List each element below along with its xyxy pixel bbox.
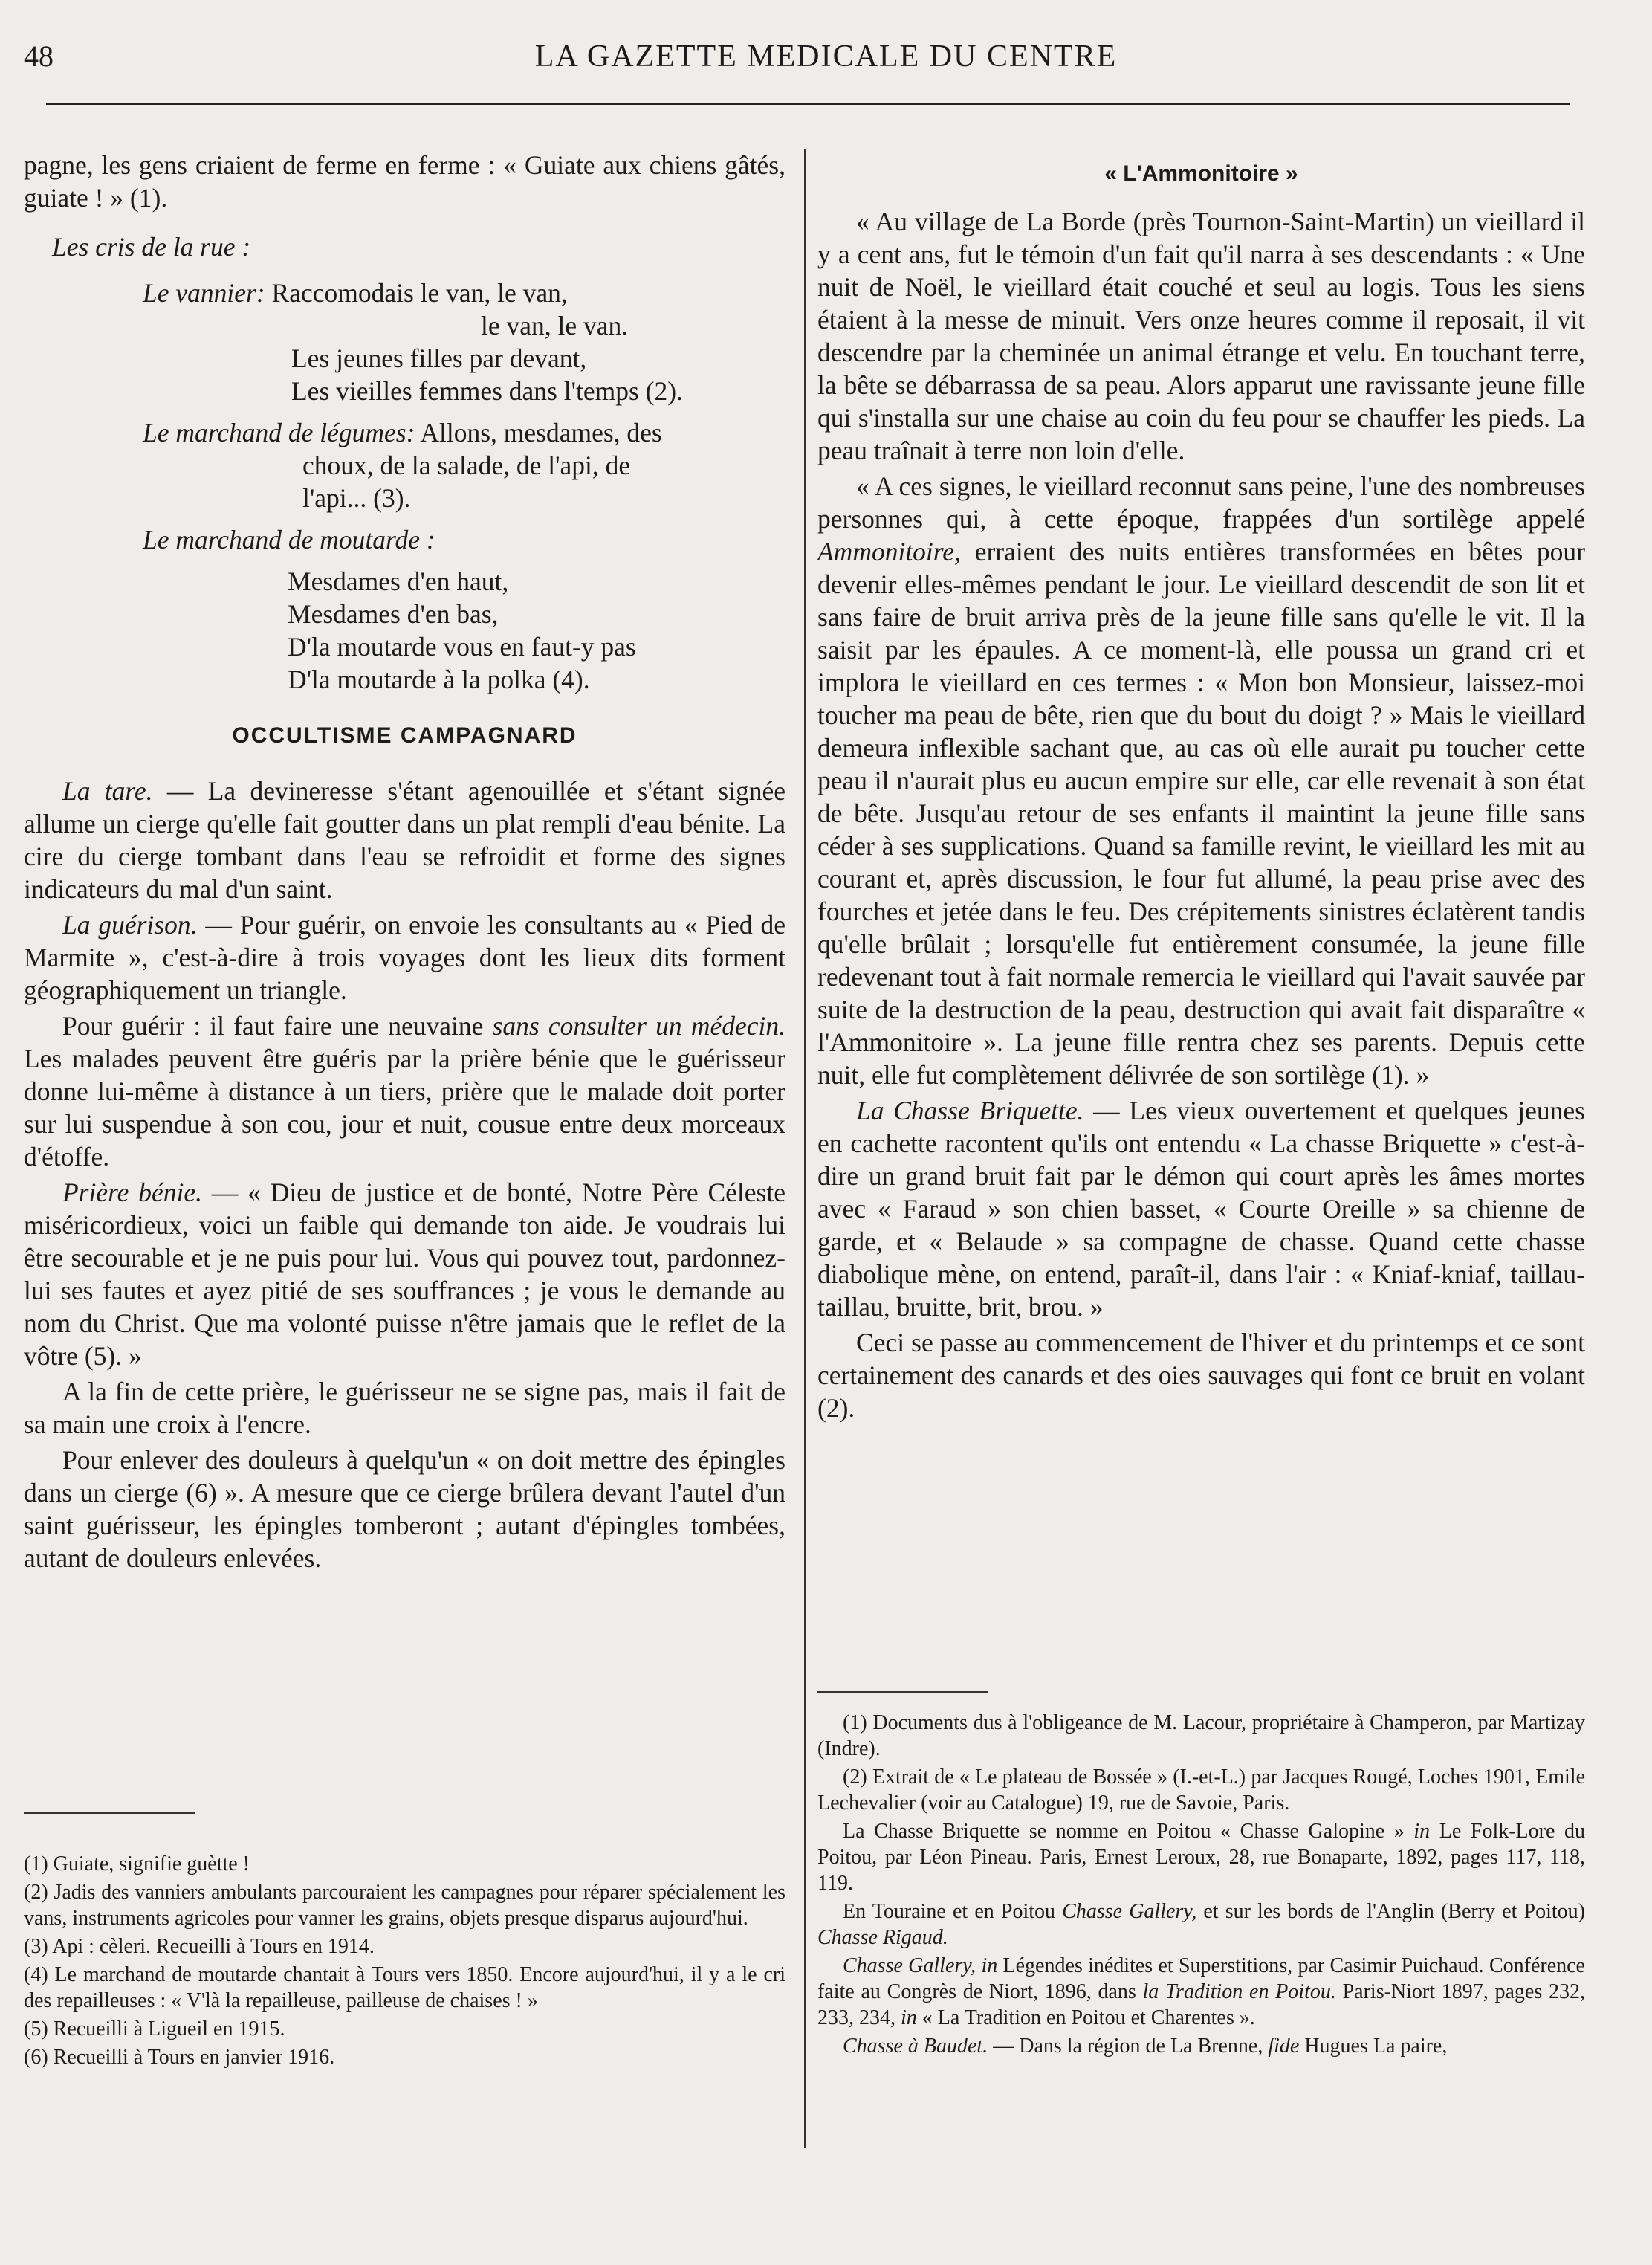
neuvaine-text-a: Pour guérir : il faut faire une neuvaine [62, 1011, 493, 1041]
vannier-line-2: le van, le van. [481, 311, 629, 340]
footnote-italic: in [901, 2006, 917, 2029]
footnote-text: La Chasse Briquette se nomme en Poitou « Chasse Galopine » [843, 1820, 1414, 1843]
legumes-label: Le marchand de légumes: [143, 418, 415, 447]
footnote: (4) Le marchand de moutarde chantait à Tours vers 1850. Encore aujourd'hui, il y a le cri des repailleuses : « V'là la repailleuse, pailleuse de chaises ! » [24, 1963, 785, 2012]
neuvaine-paragraph [24, 1009, 785, 1173]
ammonitoire-text-b: erraient des nuits entières transformées en bêtes pour devenir elles-mêmes pendant le jour. Le vieillard descendit de son lit et sans faire de bruit arriva près de la jeune fille sans qu'elle le vit. Il la saisit par les épaules. A ce moment-là, elle poussa un grand cri et implora le vieillard en ces termes : « Mon bon Monsieur, laissez-moi toucher ma peau de bête, rien que du bout du doigt ? » Mais le vieillard demeura inflexible sachant que, au cas où elle aurait pu toucher cette peau il n'aurait plus eu aucun empire sur elle, car elle revenait à son état de bête. Jusqu'au retour de ses enfants il maintint la jeune fille sans céder à ses supplications. Quand sa famille revint, le vieillard les mit au courant et, après discussion, le four fut allumé, la peau prise avec des fourches et jetée dans le feu. Des crépitements sinistres éclatèrent tandis qu'elle brûlait ; lorsqu'elle fut entièrement consumée, la jeune fille redevenant tout à fait normale remercia le vieillard qui l'avait sauvée par suite de la destruction de la peau, destruction qui avait fait disparaître « l'Ammonitoire ». La jeune fille rentra chez ses parents. Depuis cette nuit, elle fut complètement délivrée de son sortilège (1). » [817, 537, 1585, 1090]
legumes-line-2: choux, de la salade, de l'api, de [302, 450, 631, 480]
section-heading-occultisme: OCCULTISME CAMPAGNARD [232, 723, 577, 748]
intro-paragraph: pagne, les gens criaient de ferme en ferme : « Guiate aux chiens gâtés, guiate ! » (1). [24, 150, 785, 213]
column-divider [804, 149, 806, 2148]
hiver-paragraph: Ceci se passe au commencement de l'hiver et du printemps et ce sont certainement des canards et des oies sauvages qui font ce bruit en volant (2). [817, 1328, 1585, 1423]
tare-paragraph [24, 775, 785, 905]
footnote: (6) Recueilli à Tours en janvier 1916. [24, 2046, 335, 2069]
moutarde-label: Le marchand de moutarde : [143, 525, 435, 555]
moutarde-line-2: Mesdames d'en bas, [288, 599, 499, 629]
footnote-text: et sur les bords de l'Anglin (Berry et Poitou) [1196, 1900, 1585, 1923]
left-column [24, 149, 785, 1577]
priere-paragraph [24, 1176, 785, 1372]
footnote [817, 2033, 1585, 2059]
moutarde-cry [143, 523, 785, 556]
ammonitoire-paragraph-1: « Au village de La Borde (près Tournon-Saint-Martin) un vieillard il y a cent ans, fut le témoin d'un fait qu'il narra à ses descendants : « Une nuit de Noël, le vieillard était couché et seul au logis. Tous les siens étaient à la messe de minuit. Vers onze heures comme il reposait, il vit descendre par la cheminée un animal étrange et velu. En touchant terre, la bête se débarrassa de sa peau. Alors apparut une ravissante jeune fille qui s'installa sur une chaise au coin du feu pour se chauffer les pieds. La peau traînait à terre non loin d'elle. [817, 207, 1585, 465]
footnote [817, 1953, 1585, 2031]
footnote: (3) Api : cèleri. Recueilli à Tours en 1914. [24, 1935, 375, 1958]
guerison-text: — Pour guérir, on envoie les consultants au « Pied de Marmite », c'est-à-dire à trois voyages dont les lieux dits forment géographiquement un triangle. [24, 910, 786, 1005]
left-footnotes [24, 1851, 785, 2072]
ammonitoire-term: Ammonitoire, [817, 537, 961, 566]
right-column [817, 149, 1585, 1427]
right-footnotes [817, 1710, 1585, 2061]
moutarde-line-4: D'la moutarde à la polka (4). [288, 665, 590, 694]
footnote-text: Hugues La paire, [1299, 2035, 1448, 2058]
footnote-text: Paris-Niort 1897, pages 232, 233, 234, [817, 1980, 1585, 2029]
tare-label: La tare. [62, 776, 153, 806]
footnote-text: — Dans la région de La Brenne, [988, 2035, 1269, 2058]
chasse-label: La Chasse Briquette. [856, 1096, 1084, 1125]
neuvaine-italic: sans consulter un médecin. [492, 1011, 785, 1041]
footnote: (1) Guiate, signifie guètte ! [24, 1852, 250, 1875]
douleurs-paragraph: Pour enlever des douleurs à quelqu'un « on doit mettre des épingles dans un cierge (6) ». A mesure que ce cierge brûlera devant l'autel d'un saint guérisseur, les épingles tomberont ; autant d'épingles tombées, autant de douleurs enlevées. [24, 1445, 785, 1573]
footnote-italic: la Tradition en Poitou. [1142, 1980, 1336, 2003]
footnote [817, 1818, 1585, 1896]
section-heading-ammonitoire: « L'Ammonitoire » [1104, 161, 1298, 186]
chasse-paragraph [817, 1094, 1585, 1323]
footnote-italic: Chasse Gallery, in [843, 1954, 998, 1977]
footnote-italic: in [1413, 1820, 1431, 1843]
guerison-label: La guérison. [62, 910, 198, 940]
right-footnote-rule [817, 1691, 988, 1693]
tare-text: — La devineresse s'étant agenouillée et s'étant signée allume un cierge qu'elle fait goutter dans un plat rempli d'eau bénite. La cire du cierge tombant dans l'eau se refroidit et forme des signes indicateurs du mal d'un saint. [24, 776, 785, 904]
page-number: 48 [24, 39, 54, 73]
footnote-text: Légendes inédites et Superstitions, par Casimir Puichaud. Conférence faite au Congrès de Niort, 1896, dans [817, 1954, 1585, 2003]
vannier-label: Le vannier: [143, 278, 265, 308]
vannier-line-3: Les jeunes filles par devant, [291, 343, 587, 373]
footnote: (2) Extrait de « Le plateau de Bossée » (I.-et-L.) par Jacques Rougé, Loches 1901, Emile Lechevalier (voir au Catalogue) 19, rue de Savoie, Paris. [817, 1765, 1585, 1815]
legumes-cry [143, 416, 785, 514]
footnote-text: « La Tradition en Poitou et Charentes ». [916, 2006, 1255, 2029]
moutarde-line-1: Mesdames d'en haut, [288, 566, 509, 596]
footnote-italic: fide [1268, 2035, 1300, 2058]
header-rule [46, 103, 1570, 105]
moutarde-verse [288, 565, 785, 696]
vannier-line-4: Les vieilles femmes dans l'temps (2). [291, 376, 683, 406]
footnote-text: Le Folk-Lore du Poitou, par Léon Pineau. Paris, Ernest Leroux, 28, rue Bonaparte, 1892, pages 117, 118, 119. [817, 1820, 1585, 1895]
priere-label: Prière bénie. [62, 1177, 202, 1207]
vannier-line-1: Raccomodais le van, le van, [271, 278, 568, 308]
footnote-italic: Chasse Rigaud. [817, 1926, 948, 1949]
cris-heading: Les cris de la rue : [52, 232, 251, 262]
legumes-line-3: l'api... (3). [302, 483, 411, 513]
footnote-text: En Touraine et en Poitou [843, 1900, 1063, 1923]
moutarde-line-3: D'la moutarde vous en faut-y pas [288, 632, 636, 662]
footnote: (2) Jadis des vanniers ambulants parcouraient les campagnes pour réparer spécialement les vans, instruments agricoles pour vanner les grains, objets presque disparus aujourd'hui. [24, 1881, 785, 1930]
footnote [817, 1899, 1585, 1951]
footnote: (1) Documents dus à l'obligeance de M. Lacour, propriétaire à Champeron, par Martizay (Indre). [817, 1711, 1585, 1760]
legumes-text: Allons, mesdames, des [420, 418, 662, 447]
left-footnote-rule [24, 1812, 195, 1814]
ammonitoire-paragraph-2 [817, 470, 1585, 1091]
running-title: LA GAZETTE MEDICALE DU CENTRE [534, 39, 1118, 74]
footnote-italic: Chasse à Baudet. [843, 2035, 988, 2058]
neuvaine-text-b: Les malades peuvent être guéris par la prière bénie que le guérisseur donne lui-même à distance à un tiers, prière que le malade doit porter sur lui suspendue à son cou, jour et nuit, cousue entre deux morceaux d'étoffe. [24, 1044, 785, 1172]
chasse-text: — Les vieux ouvertement et quelques jeunes en cachette racontent qu'ils ont entendu « La chasse Briquette » c'est-à-dire un grand bruit fait par le démon qui court après les âmes mortes avec « Faraud » son chien basset, « Courte Oreille » sa chienne de garde, et « Belaude » sa compagne de chasse. Quand cette chasse diabolique mène, on entend, paraît-il, dans l'air : « Kniaf-kniaf, taillau-taillau, bruitte, brit, brou. » [817, 1096, 1585, 1322]
footnote: (5) Recueilli à Ligueil en 1915. [24, 2017, 285, 2041]
fin-priere-paragraph: A la fin de cette prière, le guérisseur ne se signe pas, mais il fait de sa main une croix à l'encre. [24, 1377, 785, 1439]
footnote-italic: Chasse Gallery, [1062, 1900, 1197, 1923]
priere-text: — « Dieu de justice et de bonté, Notre Père Céleste miséricordieux, voici un faible qui demande ton aide. Je voudrais lui être secourable et je ne puis pour lui. Vous qui pouvez tout, pardonnez-lui ses fautes et ayez pitié de ses souffrances ; je vous le demande au nom du Christ. Que ma volonté puisse n'être jamais que le reflet de la vôtre (5). » [24, 1177, 785, 1371]
guerison-paragraph [24, 908, 785, 1007]
ammonitoire-text-a: « A ces signes, le vieillard reconnut sans peine, l'une des nombreuses personnes qui, à cette époque, frappées d'un sortilège appelé [817, 471, 1585, 534]
vannier-verse [143, 277, 785, 407]
